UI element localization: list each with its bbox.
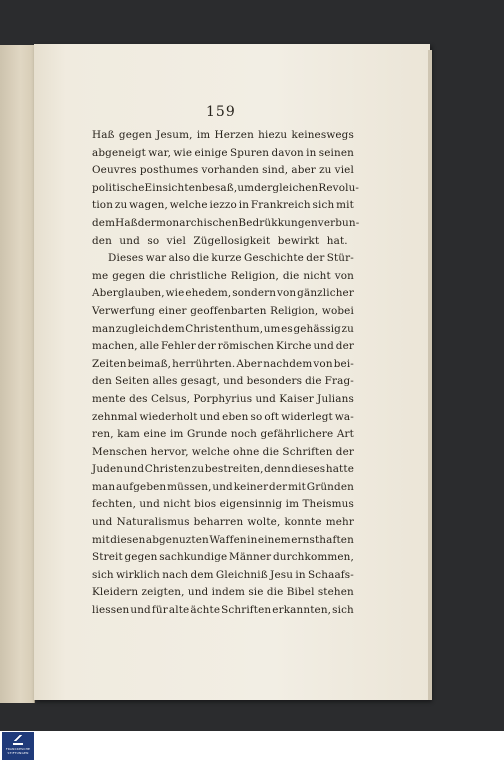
text-line: abgeneigt war, wie einige Spuren davon in seinen — [92, 146, 354, 159]
text-line: dem Haß der monarchischen Bedrükkungen verbun- — [92, 216, 360, 229]
text-line: Aberglauben, wie ehedem, sondern von gänzlicher — [92, 287, 354, 300]
text-line: Juden und Christen zu bestreiten, denn dieses hatte — [92, 463, 354, 476]
text-line: Verwerfung einer geoffenbarten Religion, wobei — [92, 304, 354, 317]
text-line: ren, kam eine im Grunde noch gefährlichere Art — [92, 428, 354, 441]
text-line: und Naturalismus beharren wolte, konnte mehr — [92, 516, 354, 529]
viewer-footer — [0, 731, 504, 761]
text-line: machen, alle Fehler der römischen Kirche und der — [92, 340, 354, 353]
text-line: me gegen die christliche Religion, die nicht von — [92, 269, 354, 282]
text-line: politische Einsichten besaß, um dergleichen Revolu- — [92, 181, 360, 194]
previous-page-edge — [0, 45, 35, 703]
text-line: Kleidern zeigten, und indem sie die Bibel stehen — [92, 586, 354, 599]
library-logo — [2, 732, 34, 760]
text-line: Menschen hervor, welche ohne die Schriften der — [92, 445, 354, 458]
text-line: Oeuvres posthumes vorhanden sind, aber zu viel — [92, 164, 354, 177]
text-line: zehnmal wiederholt und eben so oft widerlegt wa- — [92, 410, 354, 423]
text-line: Zeiten beimaß, herrührten. Aber nachdem von bei- — [92, 357, 354, 370]
logo-text: FRANCKESCHE STIFTUNGEN — [5, 747, 31, 755]
text-line: sich wirklich nach dem Gleichniß Jesu in Schaafs- — [92, 568, 354, 581]
text-line: man aufgeben müssen, und keiner der mit Gründen — [92, 480, 354, 493]
text-line: Streit gegen sachkundige Männer durchkommen, — [92, 551, 354, 564]
text-line: mente des Celsus, Porphyrius und Kaiser Julians — [92, 392, 354, 405]
text-line: fechten, und nicht bios eigensinnig im Theismus — [92, 498, 354, 511]
page-number: 159 — [206, 104, 236, 120]
text-line: Dieses war also die kurze Geschichte der Stür- — [108, 252, 354, 265]
crown-icon — [13, 735, 23, 745]
text-line: den Seiten alles gesagt, und besonders die Frag- — [92, 375, 354, 388]
text-line: tion zu wagen, welche iezzo in Frankreich sich mit — [92, 199, 354, 212]
text-line: man zugleich dem Christenthum, um es gehässig zu — [92, 322, 354, 335]
text-line: mit diesen abgenuzten Waffen in einem ernsthaften — [92, 533, 354, 546]
page-text — [92, 127, 360, 620]
text-line: den und so viel Zügellosigkeit bewirkt hat. — [92, 234, 348, 247]
text-line: liessen und für alte ächte Schriften erkannten, sich — [92, 604, 354, 617]
text-line: Haß gegen Jesum, im Herzen hiezu keineswegs — [92, 129, 354, 141]
page-stack-edge — [428, 50, 432, 700]
